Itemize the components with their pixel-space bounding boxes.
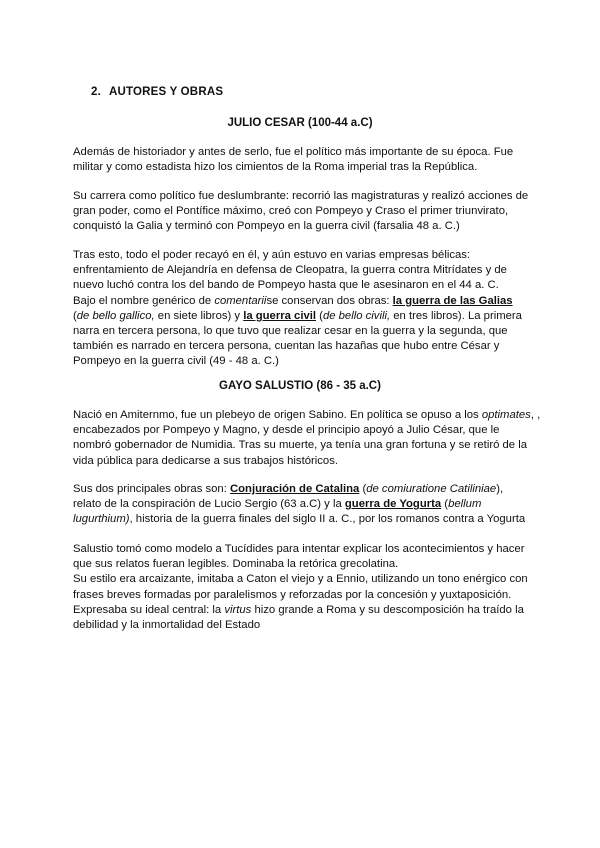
paragraph-cesar-works xyxy=(73,248,533,370)
latin-title: lugurthium) xyxy=(73,513,130,526)
text-run: , historia de la guerra finales del siglo II a. C., por los romanos contra a Yogurta xyxy=(129,513,526,526)
paragraph-salustio-bio xyxy=(73,408,541,469)
work-title-guerra-galias: la guerra de las Galias xyxy=(392,294,513,307)
paragraph-salustio-style xyxy=(73,542,533,633)
text-line: Tras esto, todo el poder recayó en él, y aún estuvo en varias empresas bélicas: xyxy=(73,249,471,261)
text-run: ), xyxy=(496,483,504,495)
text-line: Pompeyo en la guerra civil (49 - 48 a. C.) xyxy=(73,355,279,368)
text-run: Sus dos principales obras son: xyxy=(73,483,230,495)
text-line: también es narrado en tercera persona, cuentan las hazañas que hubo entre César y xyxy=(73,340,500,353)
text-line xyxy=(73,603,533,618)
text-line: enfrentamiento de Alejandría en defensa de Cleopatra, la guerra contra Mitrídates y de xyxy=(73,264,507,277)
work-title-conjuracion: Conjuración de Catalina xyxy=(230,483,360,495)
latin-title: de bello civili, xyxy=(322,309,391,322)
text-line xyxy=(73,408,541,423)
section-title: AUTORES Y OBRAS xyxy=(109,86,224,98)
latin-title: de bello gallico, xyxy=(76,309,155,322)
text-run: ( xyxy=(441,498,449,511)
text-run: se conservan dos obras: xyxy=(266,294,393,307)
text-run: en siete libros) y xyxy=(154,309,244,322)
text-line: narra en tercera persona, lo que tuvo que realizar cesar en la guerra y la segunda, que xyxy=(73,325,508,338)
text-line xyxy=(73,294,533,309)
text-line: Salustio tomó como modelo a Tucídides para intentar explicar los acontecimientos y hacer xyxy=(73,543,525,555)
latin-title: bellum xyxy=(448,498,482,511)
author-title-cesar: JULIO CESAR (100-44 a.C) xyxy=(227,117,373,129)
text-line xyxy=(73,482,533,497)
text-line: nombró gobernador de Numidia. Tras su muerte, ya tenía una gran fortuna y se retiró de la xyxy=(73,439,528,452)
paragraph-salustio-works xyxy=(73,482,533,528)
text-run: ( xyxy=(359,483,367,495)
text-line: vida pública para dedicarse a sus trabajos históricos. xyxy=(73,454,338,467)
text-run: hizo grande a Roma y su descomposición ha traído la xyxy=(251,603,524,616)
text-line: Su carrera como político fue deslumbrante: recorrió las magistraturas y realizó acciones de xyxy=(73,190,529,202)
text-line: militar y como estadista hizo los cimientos de la Roma imperial tras la República. xyxy=(73,161,478,174)
text-run: relato de la conspiración de Lucio Sergio (63 a.C) y la xyxy=(73,498,345,511)
author-title-salustio: GAYO SALUSTIO (86 - 35 a.C) xyxy=(219,380,381,392)
text-run: Nació en Amiternmo, fue un plebeyo de origen Sabino. En política se opuso a los xyxy=(73,409,482,421)
text-line: debilidad y la inmortalidad del Estado xyxy=(73,619,261,632)
text-line: conquistó la Galia y terminó con Pompeyo en la guerra civil (farsalia 48 a. C.) xyxy=(73,220,460,233)
paragraph-cesar-career xyxy=(73,189,533,235)
text-run: Bajo el nombre genérico de xyxy=(73,294,215,307)
latin-title: de comiuratione Catiliniae xyxy=(366,483,497,495)
text-line: Además de historiador y antes de serlo, fue el político más importante de su época. Fue xyxy=(73,146,514,158)
work-title-guerra-yogurta: guerra de Yogurta xyxy=(344,498,442,511)
text-line xyxy=(73,497,533,512)
text-line: que sus relatos fueran legibles. Dominaba la retórica grecolatina. xyxy=(73,558,399,571)
text-line xyxy=(73,512,533,527)
work-title-guerra-civil: la guerra civil xyxy=(243,309,317,322)
text-line: gran poder, como el Pontífice máximo, creó con Pompeyo y Craso el primer triunvirato, xyxy=(73,205,509,218)
text-run: , , xyxy=(530,409,541,421)
text-run: ( xyxy=(316,309,323,322)
latin-term: virtus xyxy=(224,603,252,616)
text-line: nuevo luchó contra los del bando de Pompeyo hasta que le asesinaron en el 44 a. C. xyxy=(73,279,499,292)
text-line: Su estilo era arcaizante, imitaba a Caton el viejo y a Ennio, utilizando un tono enérgico con xyxy=(73,573,528,586)
latin-term: comentarii xyxy=(214,294,267,307)
section-heading xyxy=(91,86,223,98)
text-line xyxy=(73,309,533,324)
text-run: ( xyxy=(73,309,77,322)
section-number: 2. xyxy=(91,86,101,98)
text-line: encabezados por Pompeyo y Magno, y desde el principio apoyó a Julio César, que le xyxy=(73,424,500,437)
latin-term: optimates xyxy=(481,409,531,421)
text-run: Expresaba su ideal central: la xyxy=(73,603,225,616)
text-line: frases breves formadas por paralelismos y reforzadas por la concesión y yuxtaposición. xyxy=(73,588,512,601)
text-run: en tres libros). La primera xyxy=(390,309,522,322)
paragraph-cesar-intro xyxy=(73,145,533,175)
